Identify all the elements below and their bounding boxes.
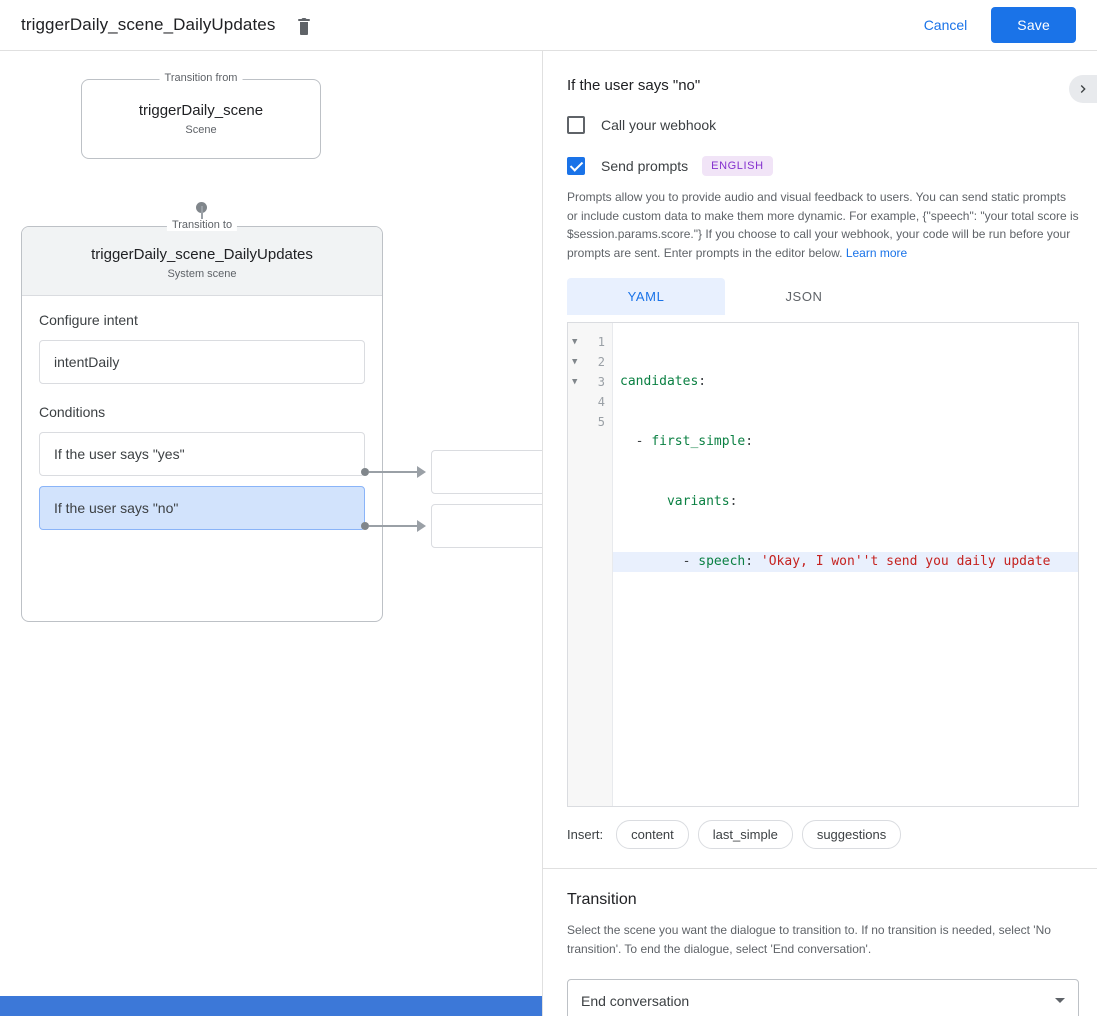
code-line	[613, 612, 1078, 632]
transition-from-legend: Transition from	[160, 72, 243, 84]
learn-more-link[interactable]: Learn more	[845, 245, 908, 260]
send-prompts-label: Send prompts	[601, 158, 689, 174]
language-badge: ENGLISH	[702, 156, 773, 176]
transition-title: Transition	[567, 891, 637, 909]
edge-arrow-yes-icon	[417, 466, 426, 478]
send-prompts-checkbox[interactable]	[567, 157, 585, 175]
editor-gutter	[568, 323, 613, 806]
line-number: 5	[597, 415, 605, 430]
from-node-title: triggerDaily_scene	[138, 102, 264, 119]
top-bar	[0, 0, 1097, 51]
graph-canvas[interactable]	[0, 51, 543, 1016]
conditions-section	[22, 384, 382, 530]
condition-item-no[interactable]: If the user says "no"	[39, 486, 365, 530]
code-line: candidates:	[620, 374, 707, 390]
tab-json[interactable]: JSON	[785, 289, 823, 305]
edge-dot-no	[361, 522, 369, 530]
target-node-yes[interactable]	[431, 450, 543, 494]
insert-chip-last-simple[interactable]: last_simple	[698, 820, 793, 849]
prompts-row[interactable]	[543, 156, 1097, 176]
gutter-row	[568, 352, 612, 372]
code-editor[interactable]	[567, 322, 1079, 807]
conditions-label: Conditions	[39, 404, 106, 420]
code-line: - speech: 'Okay, I won''t send you daily update	[613, 552, 1078, 572]
configure-intent-section	[22, 296, 382, 384]
panel-title: If the user says "no"	[567, 77, 701, 94]
canvas-footer-accent	[0, 996, 543, 1016]
page-title: triggerDaily_scene_DailyUpdates	[21, 15, 276, 34]
editor-code-area[interactable]	[613, 323, 1078, 806]
from-node-subtitle: Scene	[185, 124, 217, 136]
insert-chip-content[interactable]: content	[616, 820, 689, 849]
transition-select[interactable]	[567, 979, 1079, 1016]
cancel-button[interactable]: Cancel	[912, 9, 980, 41]
chevron-down-icon	[1055, 998, 1065, 1003]
tab-yaml[interactable]: YAML	[567, 278, 725, 315]
fold-arrow-icon[interactable]: ▼	[572, 357, 578, 368]
edge-line-yes	[369, 471, 419, 473]
gutter-row	[568, 372, 612, 392]
transition-from-node[interactable]	[81, 72, 321, 159]
line-number: 1	[597, 335, 605, 350]
target-node-no[interactable]	[431, 504, 543, 548]
code-line: - first_simple:	[620, 434, 754, 450]
transition-to-node[interactable]	[21, 219, 383, 622]
line-number: 3	[597, 375, 605, 390]
details-panel	[543, 51, 1097, 1016]
format-tabs	[567, 278, 883, 315]
intent-value[interactable]: intentDaily	[39, 340, 365, 384]
gutter-row	[568, 332, 612, 352]
gutter-row	[568, 412, 612, 432]
transition-to-legend: Transition to	[167, 219, 237, 231]
save-button[interactable]: Save	[991, 7, 1076, 43]
edge-dot-yes	[361, 468, 369, 476]
configure-intent-label: Configure intent	[39, 312, 138, 328]
webhook-label: Call your webhook	[601, 117, 717, 133]
webhook-checkbox[interactable]	[567, 116, 585, 134]
condition-item-yes[interactable]: If the user says "yes"	[39, 432, 365, 476]
transition-description: Select the scene you want the dialogue to transition to. If no transition is needed, select 'No transition'. To end the dialogue, select 'End conversation'.	[567, 923, 1051, 956]
code-line: variants:	[666, 494, 738, 510]
insert-chip-suggestions[interactable]: suggestions	[802, 820, 901, 849]
chevron-right-icon[interactable]	[1069, 75, 1097, 103]
to-node-header	[22, 227, 382, 296]
edge-line-no	[369, 525, 419, 527]
section-divider	[543, 868, 1097, 869]
insert-row	[567, 820, 1073, 849]
gutter-row	[568, 392, 612, 412]
transition-select-value: End conversation	[581, 992, 690, 1009]
insert-label: Insert:	[567, 827, 604, 843]
prompts-description-text: Prompts allow you to provide audio and visual feedback to users. You can send static prompts or include custom data to make them more dynamic. For example, {"speech": "your total score is $session.params.score."} If you choose to call your webhook, your code will be run before your prompts are sent. Enter prompts in the editor below.	[567, 190, 1079, 260]
prompts-description	[567, 188, 1079, 262]
edge-arrow-no-icon	[417, 520, 426, 532]
fold-arrow-icon[interactable]: ▼	[572, 377, 578, 388]
fold-arrow-icon[interactable]: ▼	[572, 337, 578, 348]
line-number: 2	[597, 355, 605, 370]
line-number: 4	[597, 395, 605, 410]
delete-icon[interactable]	[291, 12, 317, 38]
to-node-subtitle: System scene	[167, 268, 237, 280]
webhook-row[interactable]	[543, 116, 1097, 134]
to-node-title: triggerDaily_scene_DailyUpdates	[91, 246, 313, 263]
